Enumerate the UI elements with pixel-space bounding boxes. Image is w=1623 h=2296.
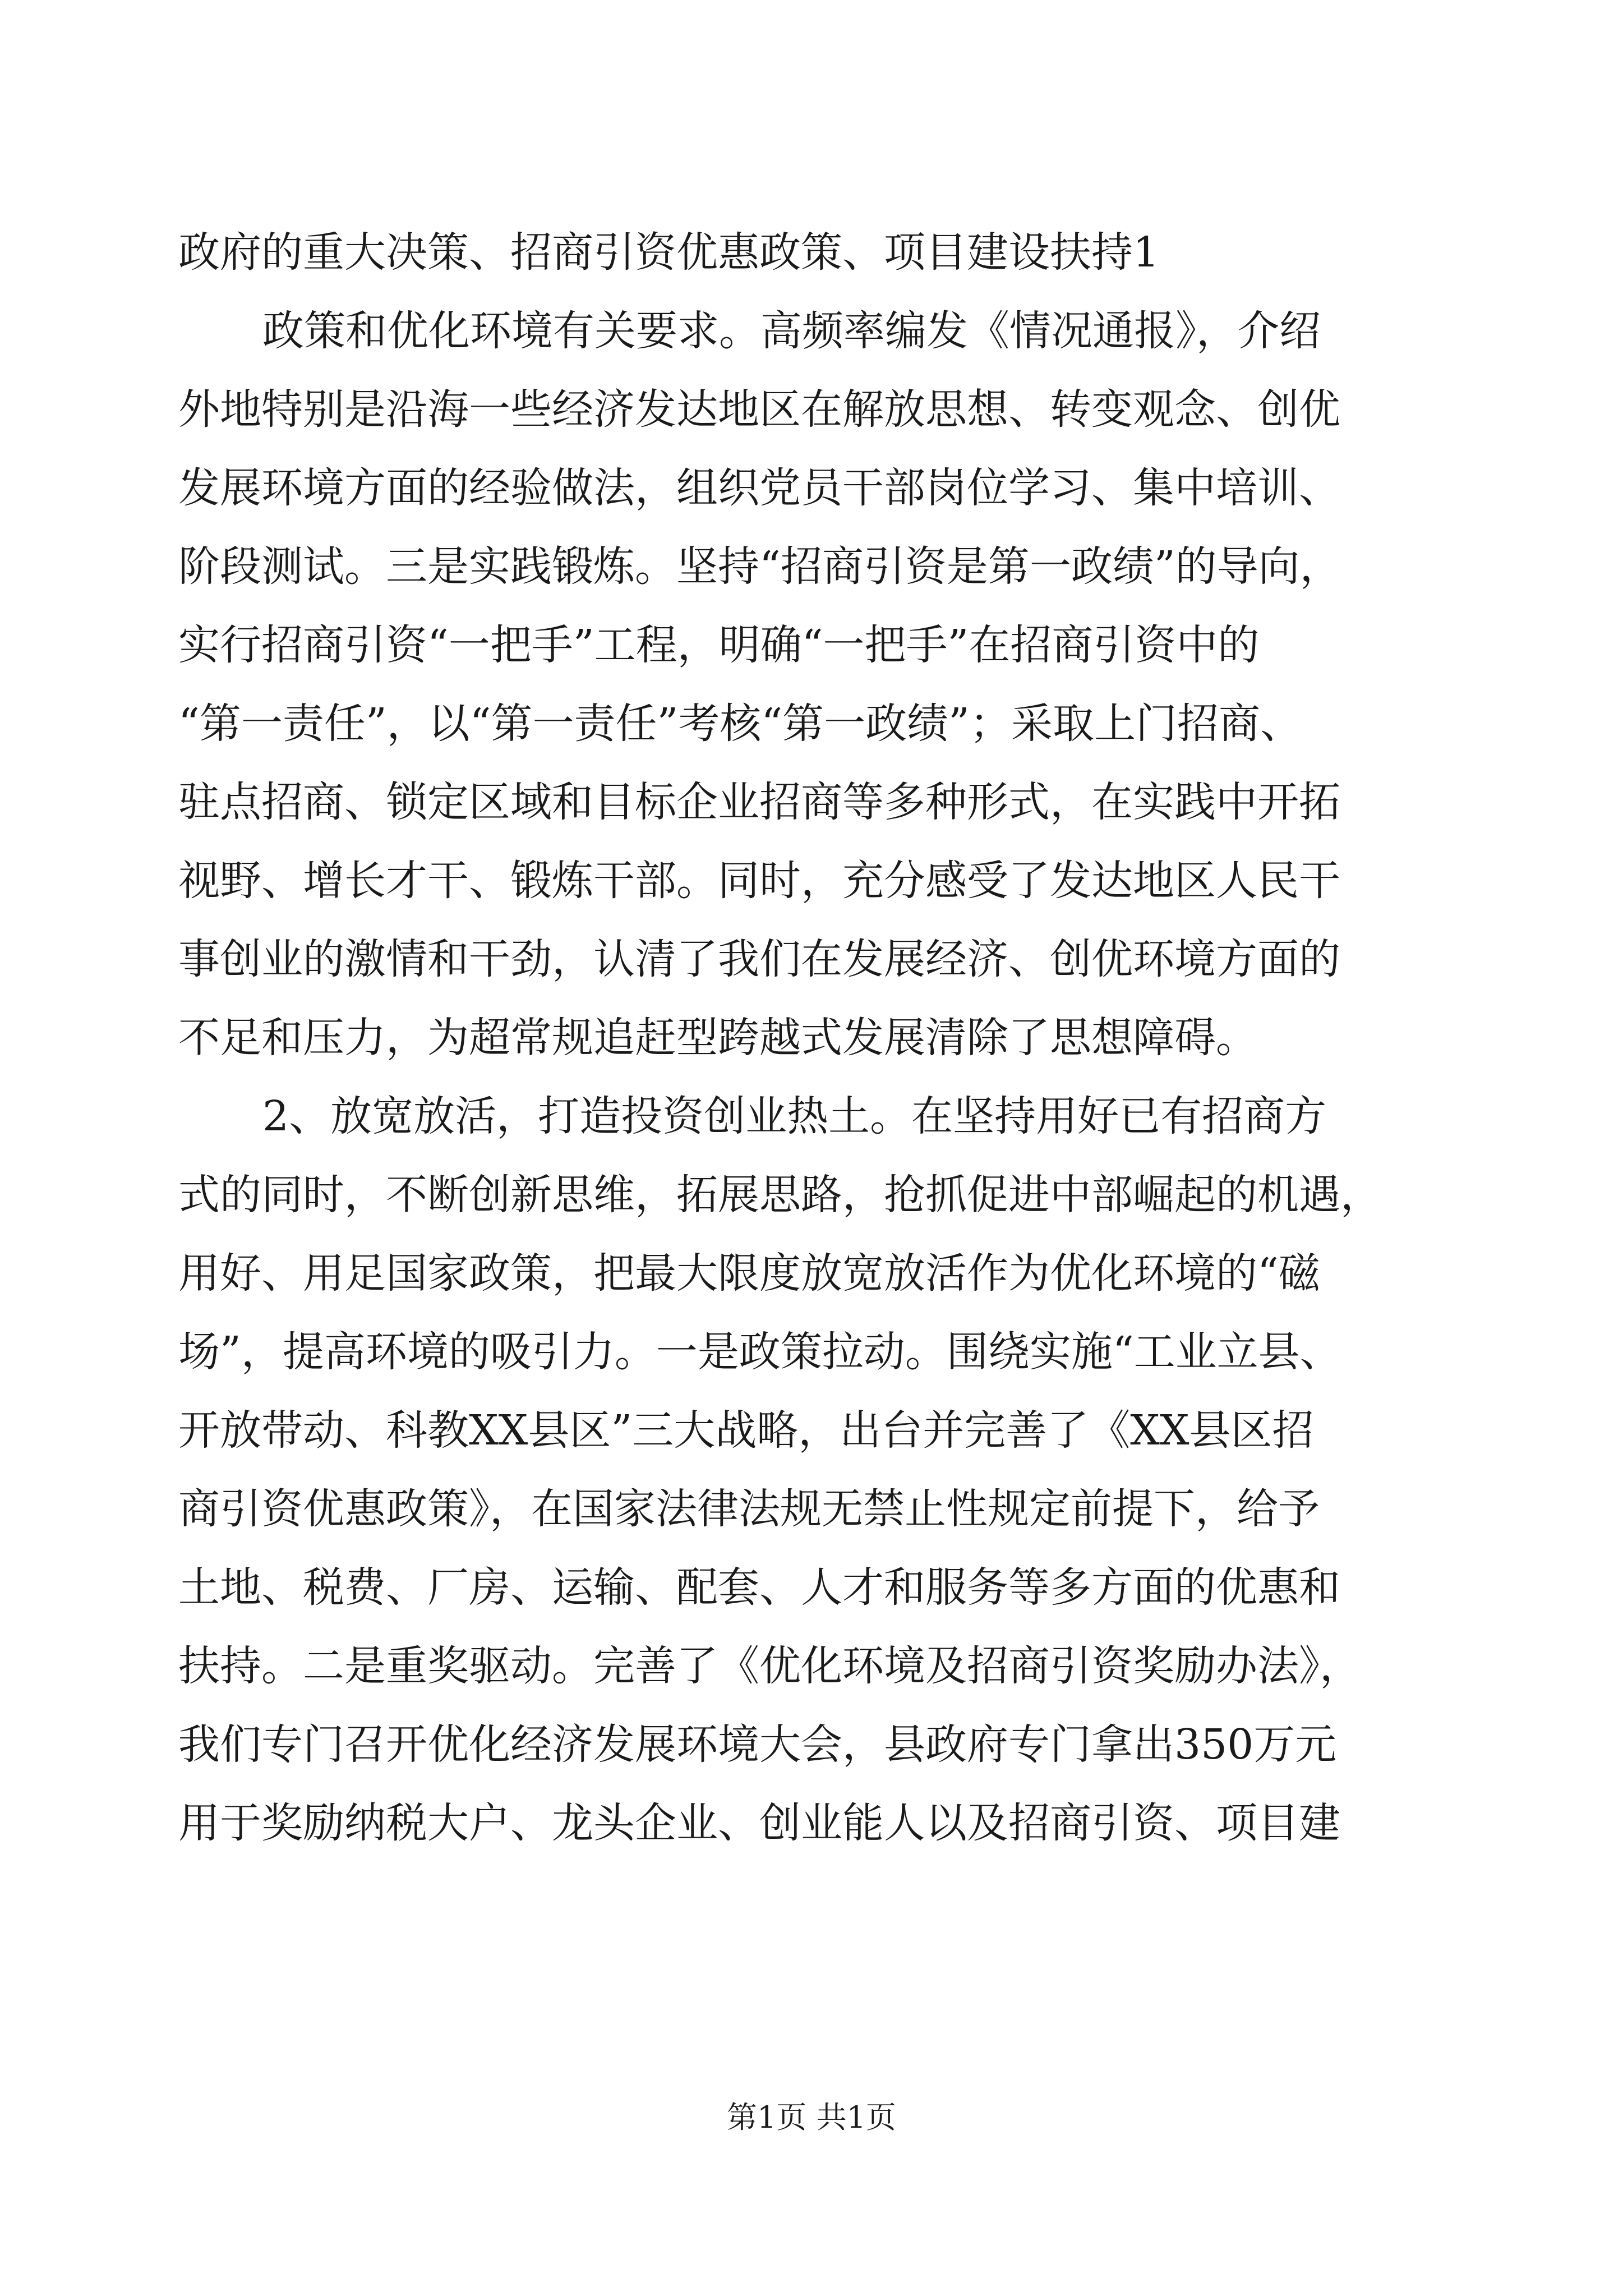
text-line: 扶持。二是重奖驱动。完善了《优化环境及招商引资奖励办法》， xyxy=(178,1642,1361,1690)
text-line: 土地、税费、厂房、运输、配套、人才和服务等多方面的优惠和 xyxy=(178,1563,1340,1612)
text-line: 事创业的激情和干劲，认清了我们在发展经济、创优环境方面的 xyxy=(178,935,1340,983)
text-line: 用好、用足国家政策，把最大限度放宽放活作为优化环境的“磁 xyxy=(178,1249,1320,1297)
text-line: “第一责任”，以“第一责任”考核“第一政绩”；采取上门招商、 xyxy=(178,700,1302,748)
text-line: 政府的重大决策、招商引资优惠政策、项目建设扶持1 xyxy=(178,228,1160,277)
text-line: 不足和压力，为超常规追赶型跨越式发展清除了思想障碍。 xyxy=(178,1014,1257,1062)
text-line: 发展环境方面的经验做法，组织党员干部岗位学习、集中培训、 xyxy=(178,464,1340,512)
text-line: 开放带动、科教XX县区”三大战略，出台并完善了《XX县区招 xyxy=(178,1406,1314,1455)
page-footer: 第1页 共1页 xyxy=(727,2100,896,2135)
text-line: 式的同时，不断创新思维，拓展思路，抢抓促进中部崛起的机遇， xyxy=(178,1171,1382,1219)
text-line: 驻点招商、锁定区域和目标企业招商等多种形式，在实践中开拓 xyxy=(178,778,1340,826)
text-line: 实行招商引资“一把手”工程，明确“一把手”在招商引资中的 xyxy=(178,621,1260,669)
text-line: 我们专门召开优化经济发展环境大会，县政府专门拿出350万元 xyxy=(178,1720,1337,1769)
text-line: 政策和优化环境有关要求。高频率编发《情况通报》，介绍 xyxy=(262,307,1321,355)
text-line: 商引资优惠政策》，在国家法律法规无禁止性规定前提下，给予 xyxy=(178,1485,1320,1533)
text-line: 2、放宽放活，打造投资创业热土。在坚持用好已有招商方 xyxy=(262,1092,1327,1140)
text-line: 场”，提高环境的吸引力。一是政策拉动。围绕实施“工业立县、 xyxy=(178,1328,1341,1376)
text-line: 外地特别是沿海一些经济发达地区在解放思想、转变观念、创优 xyxy=(178,385,1340,434)
text-line: 阶段测试。三是实践锻炼。坚持“招商引资是第一政绩”的导向， xyxy=(178,542,1341,591)
text-line: 视野、增长才干、锻炼干部。同时，充分感受了发达地区人民干 xyxy=(178,857,1340,905)
text-line: 用于奖励纳税大户、龙头企业、创业能人以及招商引资、项目建 xyxy=(178,1799,1340,1847)
